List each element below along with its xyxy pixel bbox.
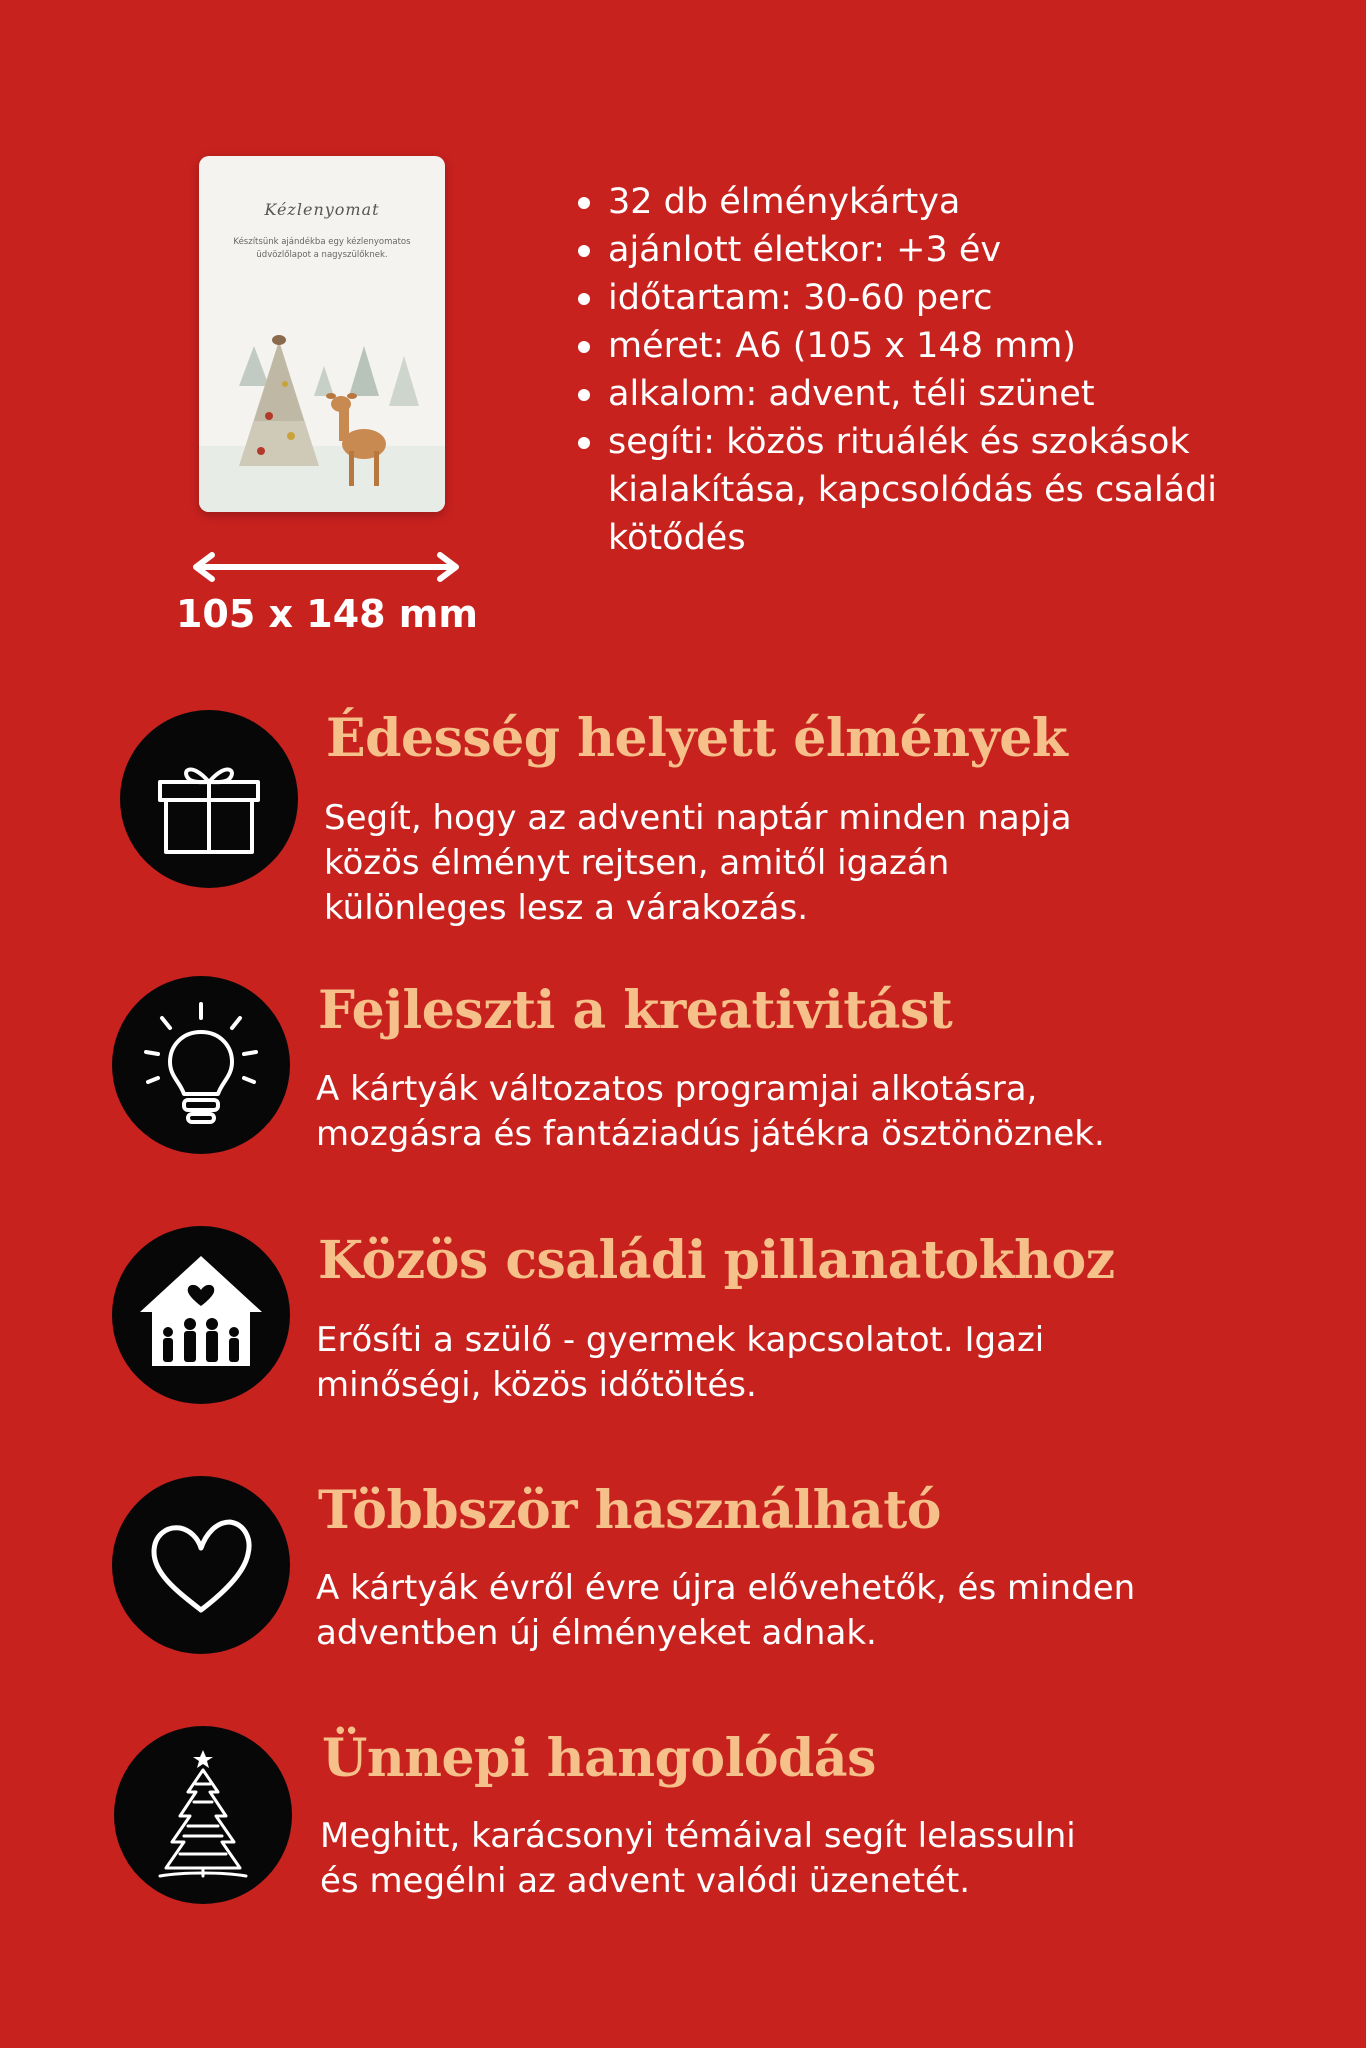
heart-icon-circle xyxy=(112,1476,290,1654)
heart-icon xyxy=(112,1476,290,1654)
family-house-icon-circle xyxy=(112,1226,290,1404)
family-house-icon xyxy=(112,1226,290,1404)
feature-text: A kártyák változatos programjai alkotásra, mozgásra és fantáziadús játékra ösztönöznek. xyxy=(316,1069,1105,1154)
card-text: Készítsünk ajándékba egy kézlenyomatos üdvözlőlapot a nagyszülőknek. xyxy=(233,237,411,260)
bullet-item: méret: A6 (105 x 148 mm) xyxy=(574,322,1314,370)
card-illustration xyxy=(199,326,445,512)
lightbulb-icon-circle xyxy=(112,976,290,1154)
feature-title: Ünnepi hangolódás xyxy=(322,1728,876,1789)
feature-title: Közös családi pillanatokhoz xyxy=(318,1230,1115,1291)
card-title: Kézlenyomat xyxy=(264,200,380,219)
bullet-item: segíti: közös rituálék és szokások kialakítása, kapcsolódás és családi kötődés xyxy=(574,418,1314,562)
bullet-item: ajánlott életkor: +3 év xyxy=(574,226,1314,274)
feature-text: Meghitt, karácsonyi témáival segít lelassulni és megélni az advent valódi üzenetét. xyxy=(320,1816,1076,1901)
feature-text: A kártyák évről évre újra elővehetők, és minden adventben új élményeket adnak. xyxy=(316,1568,1136,1653)
feature-text: Erősíti a szülő - gyermek kapcsolatot. Igazi minőségi, közös időtöltés. xyxy=(316,1320,1045,1405)
gift-icon xyxy=(120,710,298,888)
bullet-item: alkalom: advent, téli szünet xyxy=(574,370,1314,418)
christmas-tree-icon-circle xyxy=(114,1726,292,1904)
bullet-item: 32 db élménykártya xyxy=(574,178,1314,226)
christmas-tree-icon xyxy=(114,1726,292,1904)
feature-title: Édesség helyett élmények xyxy=(326,708,1068,769)
feature-title: Többször használható xyxy=(318,1480,941,1541)
feature-bullet-list xyxy=(574,178,1314,562)
product-card-image xyxy=(199,156,445,512)
size-label: 105 x 148 mm xyxy=(175,592,479,636)
width-arrow-icon xyxy=(188,552,464,582)
lightbulb-icon xyxy=(112,976,290,1154)
feature-title: Fejleszti a kreativitást xyxy=(318,980,953,1041)
bullet-item: időtartam: 30-60 perc xyxy=(574,274,1314,322)
gift-icon-circle xyxy=(120,710,298,888)
feature-text: Segít, hogy az adventi naptár minden napja közös élményt rejtsen, amitől igazán különleges lesz a várakozás. xyxy=(324,798,1072,928)
